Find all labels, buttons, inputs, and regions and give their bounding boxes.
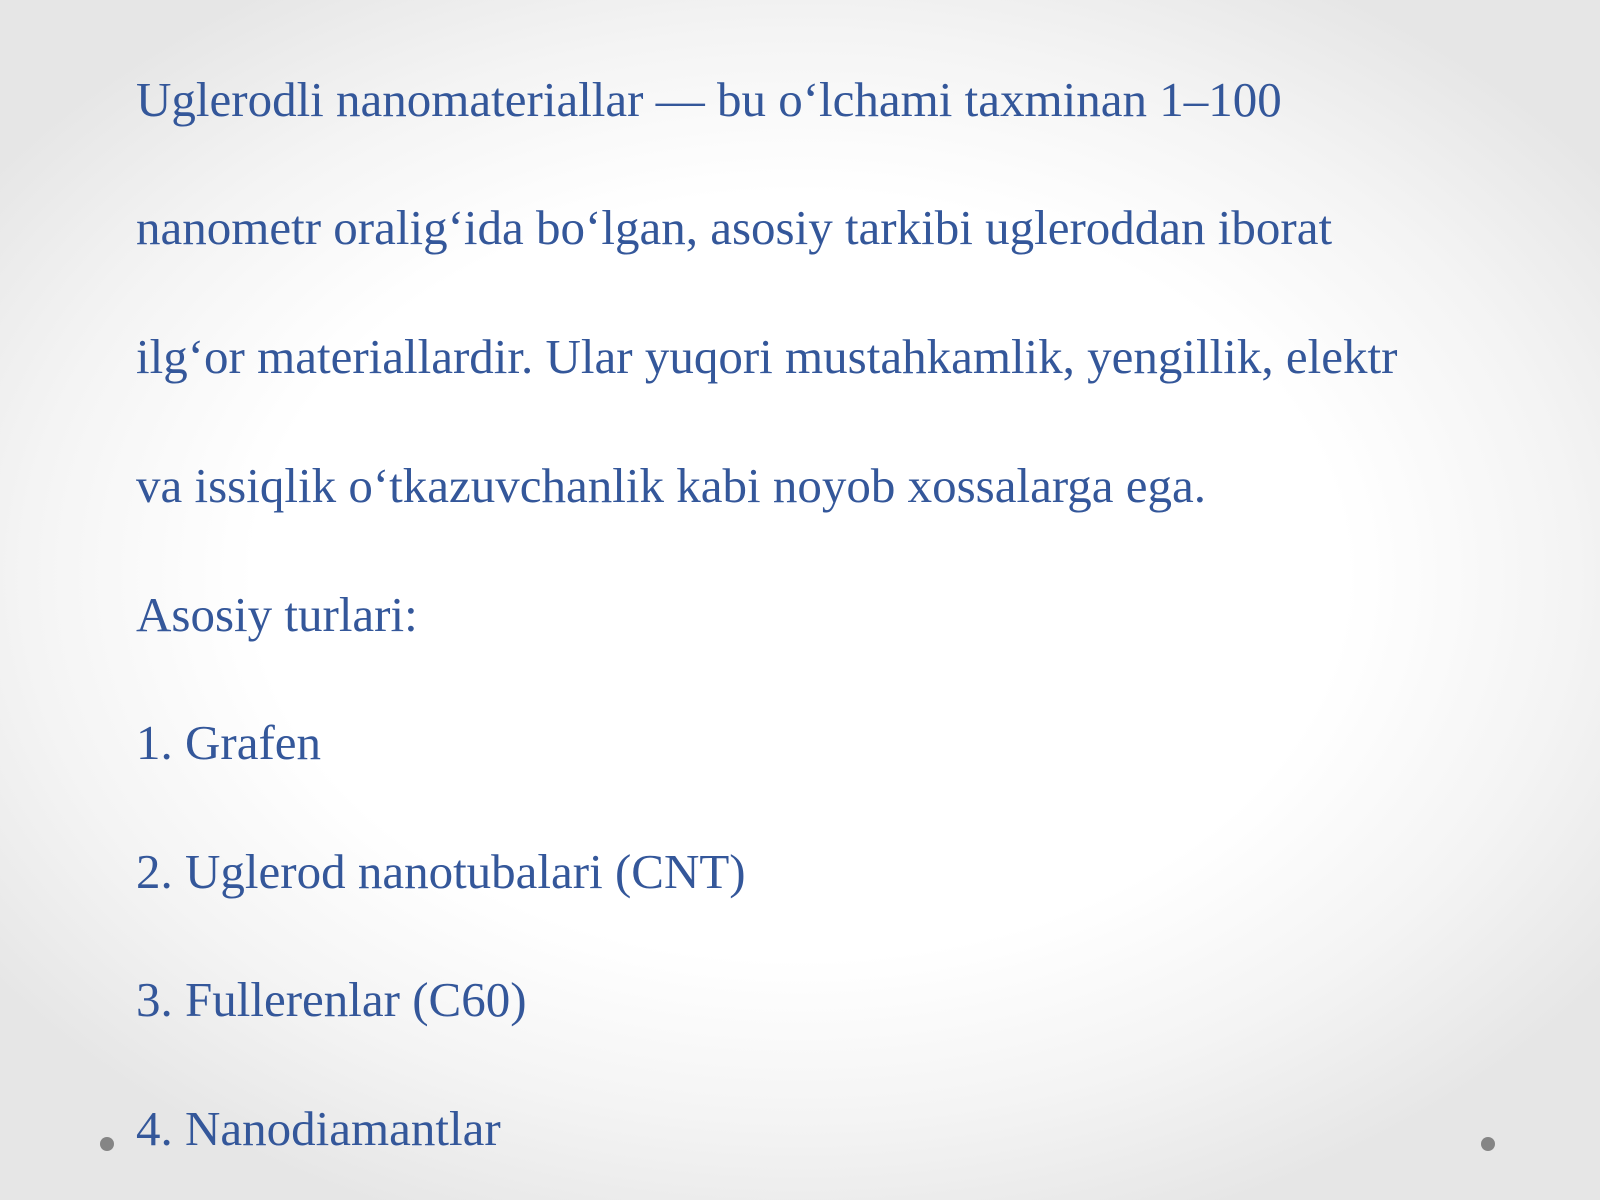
list-item-grafen: 1. Grafen [136,715,322,770]
paragraph-line-1: Uglerodli nanomateriallar — bu o‘lchami taxminan 1–100 [136,72,1282,127]
paragraph-line-4: va issiqlik o‘tkazuvchanlik kabi noyob xossalarga ega. [136,458,1207,513]
list-item-nanodiamonds: 4. Nanodiamantlar [136,1101,501,1156]
decor-dot-right [1481,1137,1495,1151]
decor-dot-left [100,1137,114,1151]
paragraph-line-2: nanometr oralig‘ida bo‘lgan, asosiy tarkibi ugleroddan iborat [136,200,1333,255]
paragraph-line-3: ilg‘or materiallardir. Ular yuqori mustahkamlik, yengillik, elektr [136,329,1398,384]
list-item-cnt: 2. Uglerod nanotubalari (CNT) [136,844,746,899]
types-heading: Asosiy turlari: [136,587,418,642]
list-item-fullerenes: 3. Fullerenlar (C60) [136,972,527,1027]
